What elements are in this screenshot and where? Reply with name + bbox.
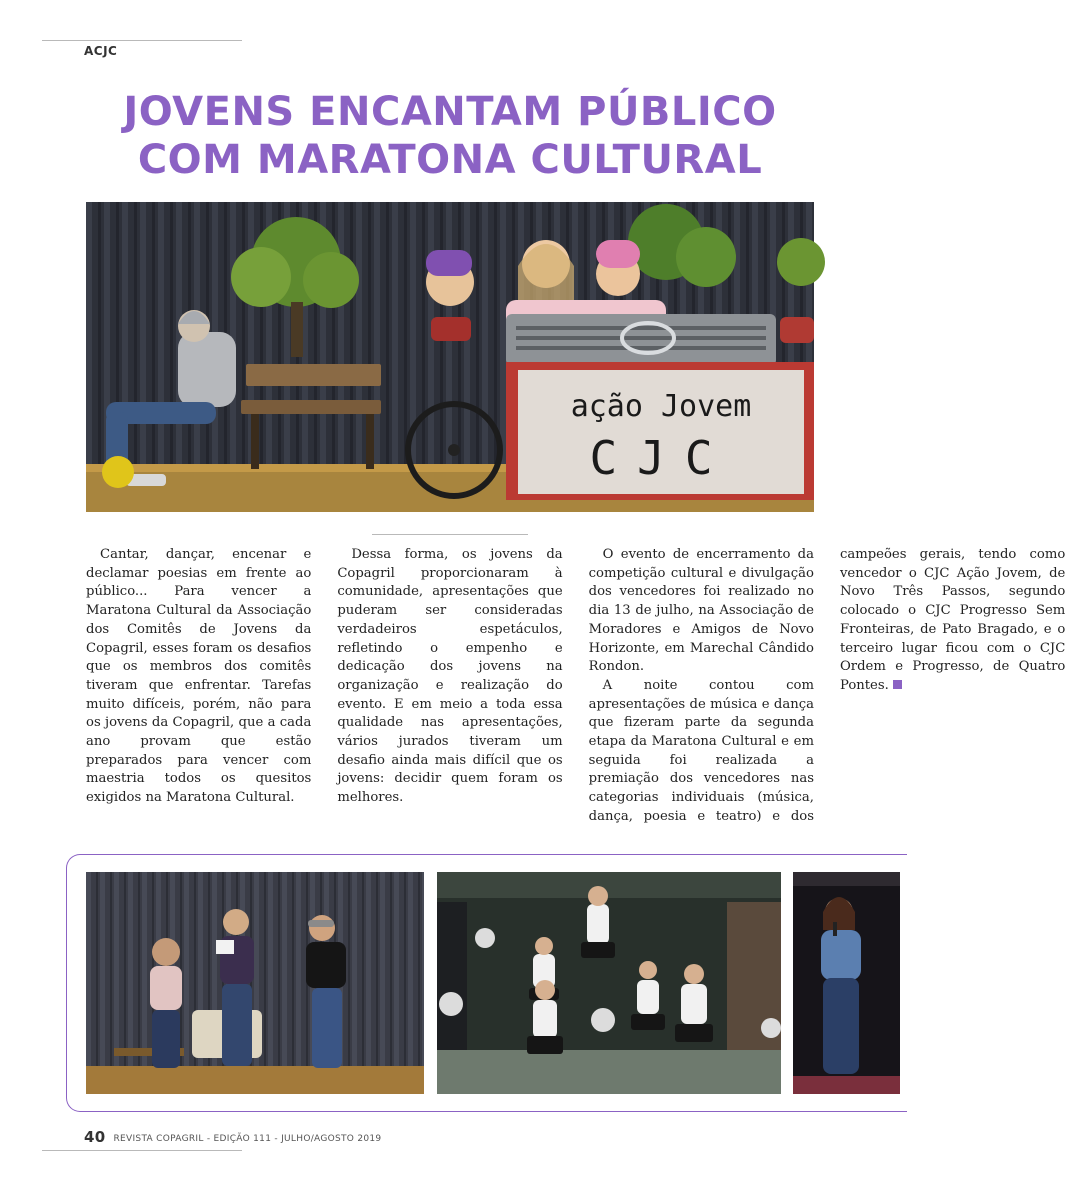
article-title [90,88,810,184]
magazine-issue: REVISTA COPAGRIL - EDIÇÃO 111 - JULHO/AGOSTO 2019 [113,1134,382,1144]
paragraph-3: O evento de encerramento da competição cultural e divulgação dos vencedores foi realizado no dia 13 de julho, na Associação de Moradores e Amigos de Novo Horizonte, em Marechal Cândido Rondon. [588,547,814,675]
hero-photo [86,202,814,512]
page-number: 40 [84,1128,106,1146]
paragraph-2: Dessa forma, os jovens da Copagril proporcionaram à comunidade, apresentações que puderam ser consideradas verdadeiros espetáculos, refletindo o empenho e dedicação dos jovens na organização e realização do evento. E em meio a toda essa qualidade nas apresentações, vários jurados tiveram um desafio ainda mais difícil que os jovens: decidir quem foram os melhores. [337,547,563,806]
title-line-1: JOVENS ENCANTAM PÚBLICO [123,89,777,135]
footer-rule [42,1150,242,1151]
gallery-photo-theatre [86,872,424,1094]
paragraph-4-text: A noite contou com apresentações de música e dança que fizeram parte da segunda etapa da Maratona Cultural e em seguida foi realizada a premiação dos vencedores nas categorias individuais (música, dança, poesia e teatro) e dos campeões gerais, tendo como vencedor o CJC Ação Jovem, de Novo Três Passos, segundo colocado o CJC Progresso Sem Fronteiras, de Pato Bragado, e o terceiro lugar ficou com o CJC Ordem e Progresso, de Quatro Pontes. [588,547,1065,824]
hero-illustration [86,202,814,512]
paragraph-1: Cantar, dançar, encenar e declamar poesias em frente ao público... Para vencer a Maratona Cultural da Associação dos Comitês de Jovens da Copagril, esses foram os desafios que os membros dos comitês tiveram que enfrentar. Tarefas muito difíceis, porém, não para os jovens da Copagril, que a cada ano provam que estão preparados para vencer com maestria todos os quesitos exigidos na Maratona Cultural. [86,547,312,806]
sign-text-line-2: CJC [589,431,733,485]
header-rule [42,40,242,41]
page-footer [84,1128,381,1146]
article-body [86,546,1065,842]
gallery-photo-dance [437,872,781,1094]
section-label: ACJC [84,44,118,58]
sign-text-line-1: ação Jovem [570,389,752,424]
end-of-article-icon [893,680,902,689]
title-line-2: COM MARATONA CULTURAL [137,137,763,183]
article-divider [372,534,528,535]
gallery-photo-singer [793,872,900,1094]
